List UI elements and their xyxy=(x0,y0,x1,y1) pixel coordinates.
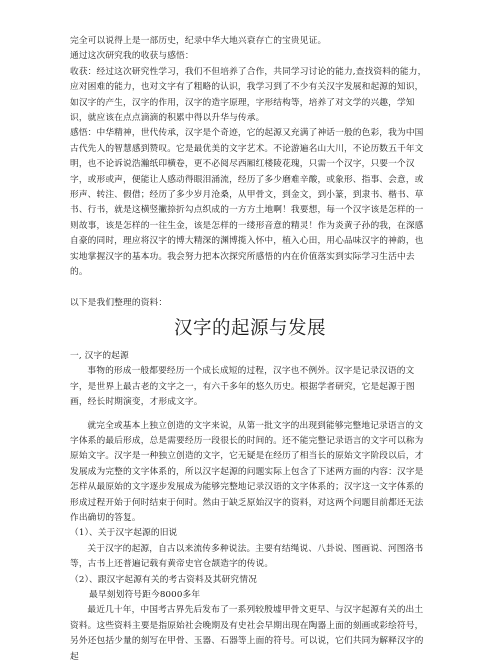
blank-line xyxy=(70,411,430,419)
materials-label: 以下是我们整理的资料： xyxy=(70,297,168,308)
archaeology-item: 最早刻划符号距今8000多年 xyxy=(89,590,201,600)
archaeology-paragraph: 最近几十年，中国考古界先后发布了一系列较殷墟甲骨文更早、与汉字起源有关的出土资料。这些资料主要是指原始社会晚期及有史社会早期出现在陶器上面的刻画或彩绘符号，另外还包括少量的刻写在甲骨、玉器、石器等上面的符号。可以说，它们共同为解释汉字的起 xyxy=(70,605,424,662)
subsection-heading-old-theories: （1）、关于汉字起源的旧说 xyxy=(70,528,178,539)
document-title: 汉字的起源与发展 xyxy=(173,317,326,339)
old-theories-paragraph: 关于汉字的起源，自古以来流传多种说法。主要有结绳说、八卦说、图画说、河图洛书等，古书上还普遍记载有黄帝史官仓颉造字的传说。 xyxy=(70,543,424,570)
section-heading-origin: 一, 汉字的起源 xyxy=(70,350,129,361)
subsection-heading-archaeology: （2）、跟汉字起源有关的考古资料及其研究情况 xyxy=(70,574,257,585)
gains-paragraph: 收获：经过这次研究性学习，我们不但培养了合作，共同学习讨论的能力,查找资料的能力，应对困难的能力，也对文字有了粗略的认识，我学习到了不少有关汉字发展和起源的知识，如汉字的产生，汉字的作用，汉字的造字原理，字形结构等，培养了对文学的兴趣，学知识，就应该在点点滴滴的积累中得以升华与传承。 xyxy=(70,66,427,124)
blank-line xyxy=(70,281,430,296)
origin-paragraph-2: 就完全或基本上独立创造的文字来说，从第一批文字的出现到能够完整地记录语言的文字体系的最后形成，总是需要经历一段很长的时间的。还不能完整记录语言的文字可以称为原始文字。汉字是一种独立创造的文字，它无疑是在经历了相当长的原始文字阶段以后，才发展成为完整的文字体系的，所以汉字起源的问题实际上包含了下述两方面的内容：汉字是怎样从最原始的文字逐步发展成为能够完整地记录汉语的文字体系的；汉字这一文字体系的形成过程开始于何时结束于何时。然由于缺乏原始汉字的资料，对这两个问题目前都还无法作出确切的答复。 xyxy=(70,420,424,523)
gains-heading: 通过这次研究我的收获与感悟： xyxy=(70,51,194,62)
intro-line: 完全可以说得上是一部历史，纪录中华大地兴衰存亡的宝贵见证。 xyxy=(70,36,327,46)
feeling-paragraph: 感悟：中华精神，世代传承，汉字是个奇迹，它的起源又充满了神话一般的色彩，我为中国古代先人的智慧感到赞叹。它是最优美的文字艺术。不论游遍名山大川，不论历数五千年文明，也不论诉说浩瀚纸印横卷，更不必阅尽西厢红楼陵花瑰，只需一个汉字，只要一个汉字，或形或声，便能让人感动得眼泪涌流，经历了多少磨难辛酸，或象形、指事、会意，或形声、转注、假借；经历了多少岁月沧桑，从甲骨文，到金文，到小篆，到隶书、楷书、草书、行书，就是这横竖撇捺折勾点织成的一方方土地啊！我要想，每一个汉字该是怎样的一则故事，该是怎样的一往生金，该是怎样的一缕形音意的精灵！作为炎黄子孙的我，在深感自豪的同时，理应将汉字的博大精深的渊博揽入怀中，植入心田，用心品味汉字的神韵，也实地掌握汉字的基本功。我会努力把本次探究所感悟的内在价值落实到实际学习生活中去的。 xyxy=(70,128,424,278)
origin-paragraph-1: 事物的形成一般都要经历一个成长成短的过程，汉字也不例外。汉字是记录汉语的文字，是世界上最古老的文字之一，有六千多年的悠久历史。根据学者研究，它是起源于图画，经长时期演变，才形成文字。 xyxy=(70,366,415,408)
